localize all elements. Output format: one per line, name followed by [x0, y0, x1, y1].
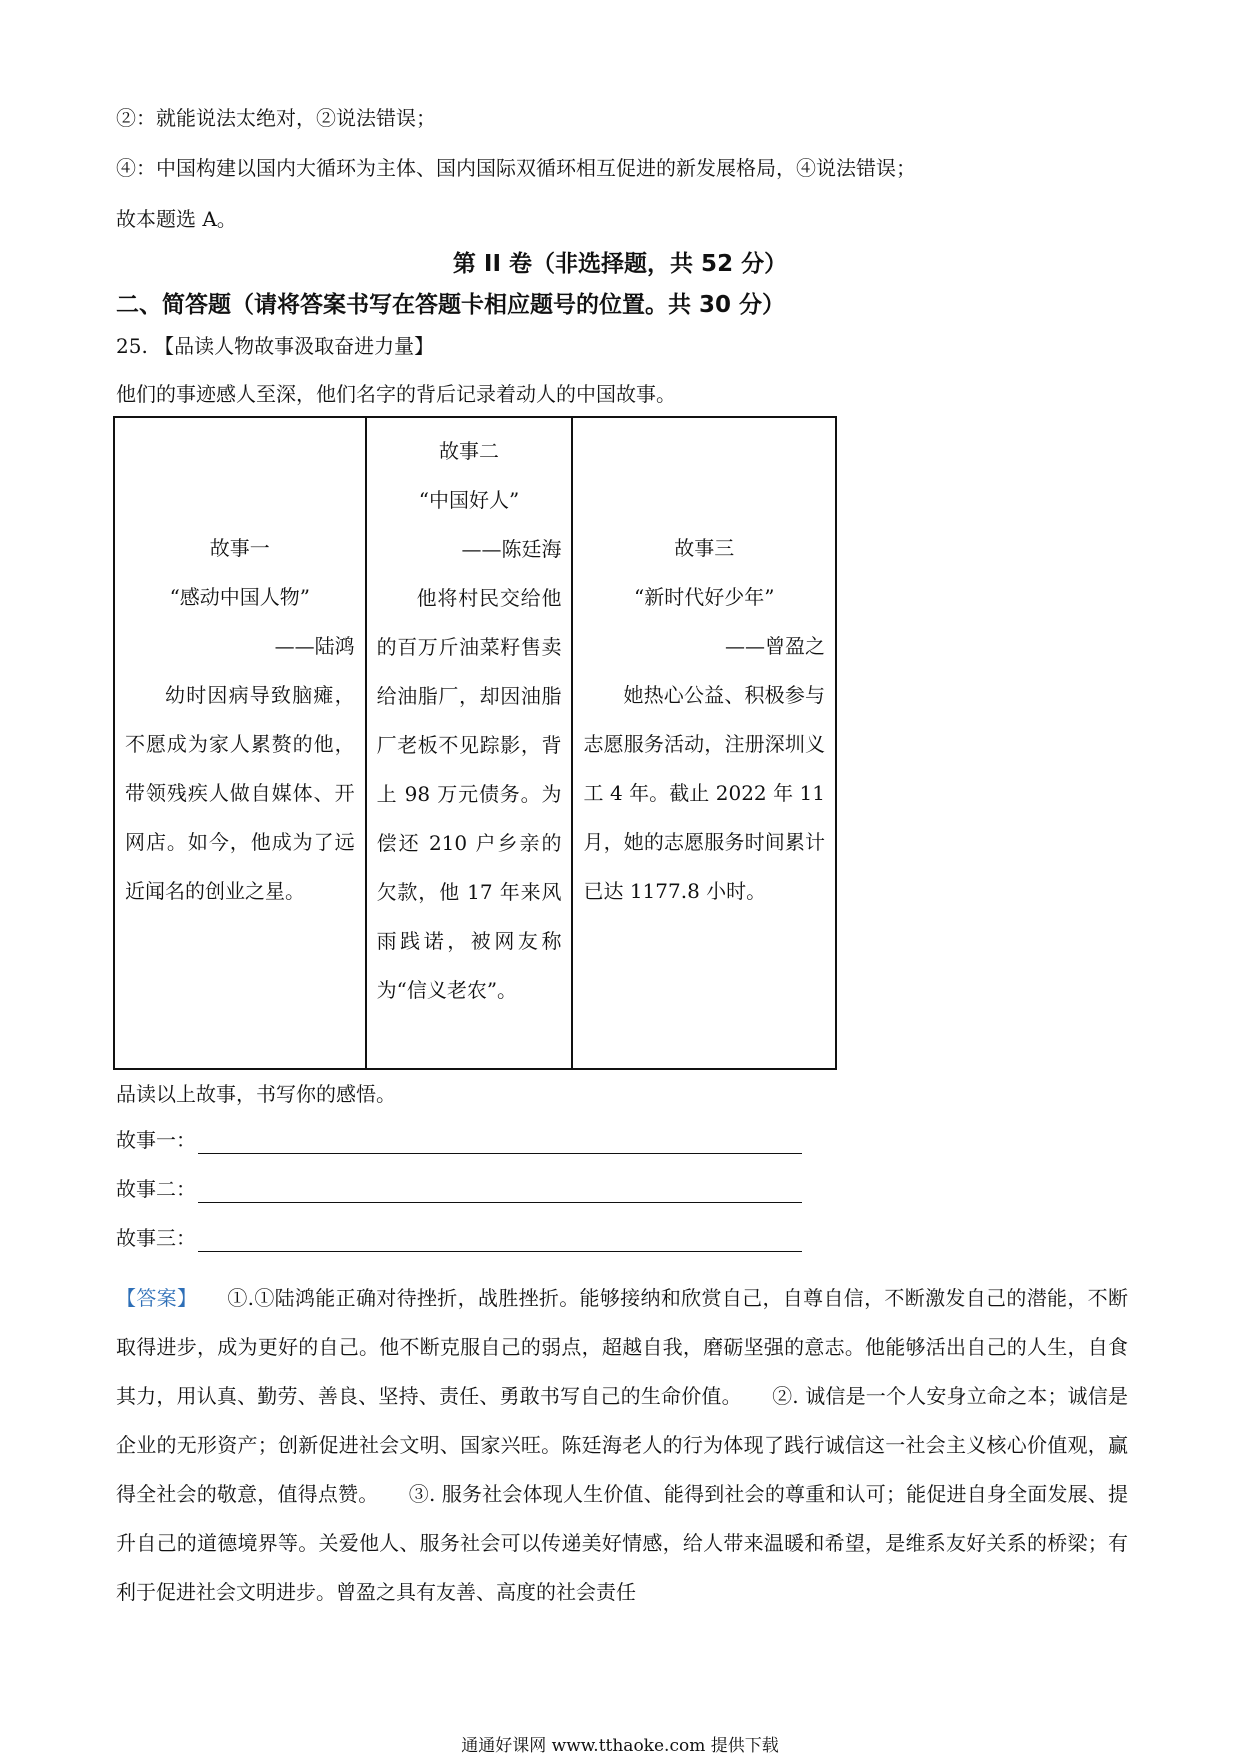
question-prompt: 品读以上故事，书写你的感悟。 [116, 1082, 396, 1106]
answer-blank-2[interactable] [116, 1175, 802, 1203]
blank-label: 故事一： [116, 1128, 196, 1152]
story-honor: “感动中国人物” [169, 585, 311, 609]
part-title: 二、简答题（请将答案书写在答题卡相应题号的位置。共 30 分） [116, 292, 786, 318]
text-line-2: ④：中国构建以国内大循环为主体、国内国际双循环相互促进的新发展格局，④说法错误； [116, 156, 916, 180]
stories-table [113, 416, 837, 1070]
page-footer: 通通好课网 www.tthaoke.com 提供下载 [461, 1736, 779, 1756]
story-person: ——陈廷海 [461, 537, 562, 561]
text-line-3: 故本题选 A。 [116, 207, 237, 231]
story-honor: “新时代好少年” [634, 585, 775, 609]
answer-tag: 【答案】 [116, 1286, 198, 1310]
text-line-1: ②：就能说法太绝对，②说法错误； [116, 106, 436, 130]
story-label: 故事二 [439, 439, 500, 463]
answer-blank-1[interactable] [116, 1126, 802, 1154]
story-text: 幼时因病导致脑瘫，不愿成为家人累赘的他，带领残疾人做自媒体、开网店。如今，他成为了远近闻名的创业之星。 [125, 683, 355, 903]
story-column-3 [571, 418, 835, 1068]
story-text: 她热心公益、积极参与志愿服务活动，注册深圳义工 4 年。截止 2022 年 11 月，她的志愿服务时间累计已达 1177.8 小时。 [583, 683, 825, 903]
story-person: ——曾盈之 [725, 634, 825, 658]
answer-block [116, 1274, 1128, 1617]
story-text: 他将村民交给他的百万斤油菜籽售卖给油脂厂，却因油脂厂老板不见踪影，背上 98 万元债务。为偿还 210 户乡亲的欠款，他 17 年来风雨践诺，被网友称为“信义老农”。 [376, 586, 562, 1002]
blank-underline[interactable] [198, 1229, 802, 1252]
question-intro: 他们的事迹感人至深，他们名字的背后记录着动人的中国故事。 [116, 382, 676, 406]
volume-title: 第 II 卷（非选择题，共 52 分） [452, 251, 788, 277]
question-number-title: 25. 【品读人物故事汲取奋进力量】 [116, 334, 435, 358]
blank-underline[interactable] [198, 1131, 802, 1154]
story-person: ——陆鸿 [274, 634, 355, 658]
blank-label: 故事二： [116, 1177, 196, 1201]
answer-blank-3[interactable] [116, 1224, 802, 1252]
story-label: 故事三 [674, 536, 735, 560]
blank-label: 故事三： [116, 1226, 196, 1250]
blank-underline[interactable] [198, 1180, 802, 1203]
answer-text: ①.①陆鸿能正确对待挫折，战胜挫折。能够接纳和欣赏自己，自尊自信，不断激发自己的潜能，不断取得进步，成为更好的自己。他不断克服自己的弱点，超越自我，磨砺坚强的意志。他能够活出自己的人生，自食其力，用认真、勤劳、善良、坚持、责任、勇敢书写自己的生命价值。 ②. 诚信是一个人安身立命之本；诚信是企业的无形资产；创新促进社会文明、国家兴旺。陈廷海老人的行为体现了践行诚信这一社会主义核心价值观，赢得全社会的敬意，值得点赞。 ③. 服务社会体现人生价值、能得到社会的尊重和认可；能促进自身全面发展、提升自己的道德境界等。关爱他人、服务社会可以传递美好情感，给人带来温暖和希望，是维系友好关系的桥梁；有利于促进社会文明进步。曾盈之具有友善、高度的社会责任 [116, 1286, 1129, 1604]
story-honor: “中国好人” [418, 488, 520, 512]
story-column-2 [365, 418, 572, 1068]
story-column-1 [115, 418, 365, 1068]
story-label: 故事一 [209, 536, 270, 560]
